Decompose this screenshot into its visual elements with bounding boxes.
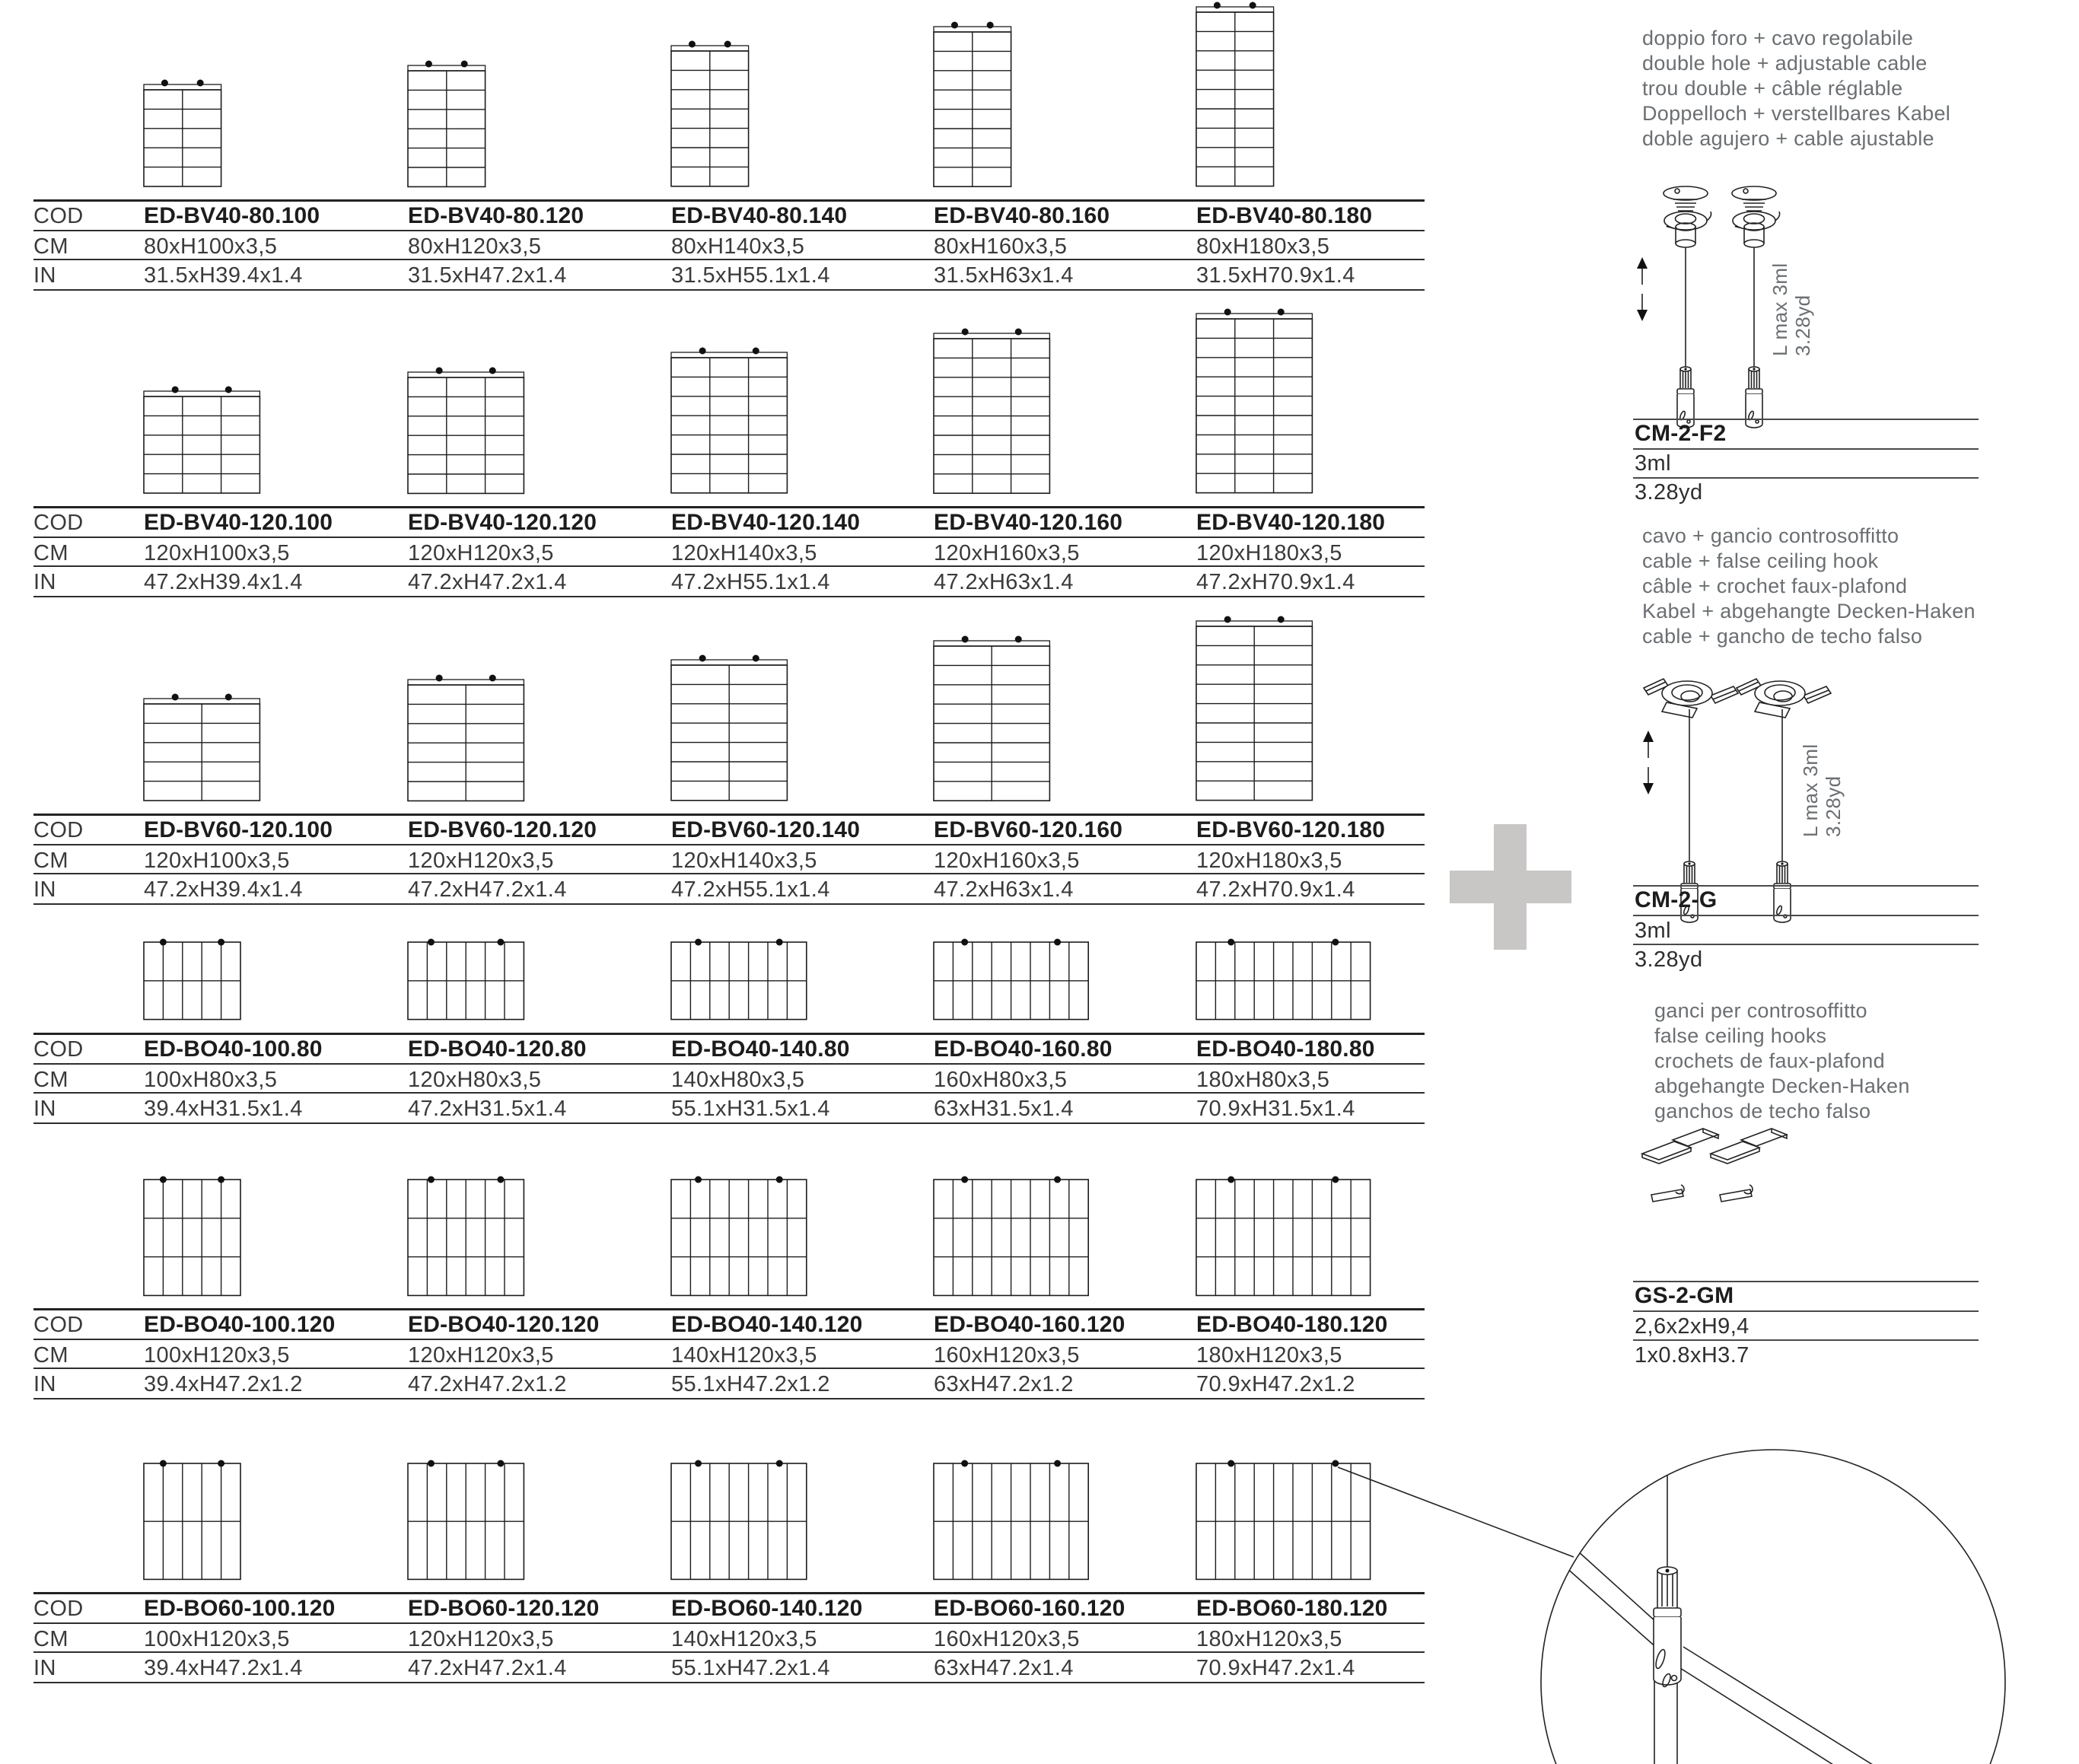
product-dim-in: 63xH31.5x1.4 xyxy=(934,1097,1074,1121)
product-code: ED-BV60-120.180 xyxy=(1196,817,1386,842)
table-rule xyxy=(33,596,1425,597)
mounting-point-dot xyxy=(689,41,696,48)
desc-line: doble agujero + cable ajustable xyxy=(1642,127,1934,150)
product-dim-in: 47.2xH47.2x1.4 xyxy=(408,1656,567,1680)
product-code: ED-BO60-120.120 xyxy=(408,1596,600,1621)
product-dim-cm: 120xH140x3,5 xyxy=(671,849,817,873)
panel-module-diagram xyxy=(670,651,789,802)
product-dim-in: 47.2xH47.2x1.2 xyxy=(408,1372,567,1396)
mounting-point-dot xyxy=(428,939,435,946)
product-code: ED-BV60-120.120 xyxy=(408,817,597,842)
mounting-point-dot xyxy=(1015,328,1022,335)
product-dim-in: 47.2xH63x1.4 xyxy=(934,877,1074,902)
panel-module-diagram xyxy=(143,1457,243,1581)
mounting-point-dot xyxy=(699,655,706,662)
table-rule xyxy=(33,1063,1425,1065)
row-label-in: IN xyxy=(33,877,56,902)
rule xyxy=(1633,419,1979,420)
product-dim-cm: 120xH140x3,5 xyxy=(671,541,817,565)
product-dim-in: 70.9xH47.2x1.4 xyxy=(1196,1656,1355,1680)
product-dim-in: 47.2xH55.1x1.4 xyxy=(671,570,830,594)
desc-line: ganchos de techo falso xyxy=(1654,1100,1871,1122)
product-dim-in: 31.5xH63x1.4 xyxy=(934,263,1074,288)
row-label-cm: CM xyxy=(33,1343,68,1368)
mounting-point-dot xyxy=(1015,635,1022,642)
panel-module-diagram xyxy=(933,324,1052,495)
mounting-point-dot xyxy=(161,80,168,87)
product-dim-cm: 100xH120x3,5 xyxy=(144,1343,290,1368)
rule xyxy=(1633,915,1979,916)
cm-2-f2-diagram xyxy=(1628,181,1963,425)
product-dim-in: 39.4xH47.2x1.4 xyxy=(144,1656,303,1680)
row-label-cod: COD xyxy=(33,204,84,228)
product-dim-in: 70.9xH31.5x1.4 xyxy=(1196,1097,1355,1121)
product-code: ED-BV40-80.160 xyxy=(934,203,1110,228)
rule xyxy=(1633,1281,1979,1282)
mounting-point-dot xyxy=(961,1460,968,1466)
mounting-point-dot xyxy=(776,1176,783,1183)
accessory-1-spec-metric: 3ml xyxy=(1635,451,1671,476)
product-dim-cm: 80xH180x3,5 xyxy=(1196,234,1330,259)
accessory-2-spec-imperial: 3.28yd xyxy=(1635,947,1703,972)
row-label-cm: CM xyxy=(33,541,68,565)
gs-2-gm-diagram xyxy=(1628,1125,1887,1277)
panel-module-diagram xyxy=(407,1173,526,1297)
product-dim-in: 70.9xH47.2x1.2 xyxy=(1196,1372,1355,1396)
mounting-point-dot xyxy=(699,348,706,355)
product-dim-cm: 140xH120x3,5 xyxy=(671,1627,817,1651)
desc-line: crochets de faux-plafond xyxy=(1654,1049,1885,1072)
mounting-point-dot xyxy=(776,1460,783,1466)
product-dim-cm: 120xH160x3,5 xyxy=(934,541,1080,565)
panel-module-diagram xyxy=(407,363,526,495)
table-rule xyxy=(33,1339,1425,1340)
mounting-point-dot xyxy=(497,1460,504,1466)
mounting-point-dot xyxy=(172,387,179,393)
table-rule xyxy=(33,506,1425,508)
product-dim-cm: 100xH80x3,5 xyxy=(144,1068,278,1092)
desc-line: double hole + adjustable cable xyxy=(1642,52,1928,75)
desc-line: câble + crochet faux-plafond xyxy=(1642,575,1908,597)
panel-module-diagram xyxy=(670,936,809,1021)
plus-icon xyxy=(1450,824,1571,950)
product-dim-in: 39.4xH47.2x1.2 xyxy=(144,1372,303,1396)
table-rule xyxy=(33,199,1425,202)
mounting-point-dot xyxy=(1227,1176,1234,1183)
product-dim-in: 63xH47.2x1.4 xyxy=(934,1656,1074,1680)
product-dim-cm: 120xH120x3,5 xyxy=(408,1343,554,1368)
row-label-in: IN xyxy=(33,1372,56,1396)
product-dim-cm: 120xH100x3,5 xyxy=(144,849,290,873)
mounting-point-dot xyxy=(1227,1460,1234,1466)
table-rule xyxy=(33,1592,1425,1594)
product-dim-cm: 80xH160x3,5 xyxy=(934,234,1068,259)
product-dim-in: 47.2xH47.2x1.4 xyxy=(408,570,567,594)
product-dim-cm: 120xH180x3,5 xyxy=(1196,849,1342,873)
desc-line: cavo + gancio controsoffitto xyxy=(1642,524,1899,547)
rule xyxy=(1633,448,1979,450)
product-code: ED-BV60-120.100 xyxy=(144,817,333,842)
product-code: ED-BV40-120.100 xyxy=(144,510,333,535)
product-code: ED-BV60-120.160 xyxy=(934,817,1123,842)
table-rule xyxy=(33,1308,1425,1310)
mounting-point-dot xyxy=(1224,616,1231,623)
accessory-1-description xyxy=(1642,26,2000,151)
mounting-point-dot xyxy=(172,694,179,701)
row-label-in: IN xyxy=(33,1656,56,1680)
mounting-point-dot xyxy=(695,939,702,946)
product-code: ED-BO40-100.120 xyxy=(144,1312,336,1337)
product-dim-cm: 140xH120x3,5 xyxy=(671,1343,817,1368)
accessory-3-spec-metric: 2,6x2xH9,4 xyxy=(1635,1314,1749,1339)
mounting-point-dot xyxy=(160,1176,167,1183)
accessory-2-spec-metric: 3ml xyxy=(1635,919,1671,943)
row-label-cm: CM xyxy=(33,1627,68,1651)
product-code: ED-BV40-80.100 xyxy=(144,203,320,228)
mounting-point-dot xyxy=(695,1176,702,1183)
desc-line: doppio foro + cavo regolabile xyxy=(1642,27,1914,49)
mounting-point-dot xyxy=(1054,939,1061,946)
mounting-point-dot xyxy=(1332,1176,1339,1183)
row-label-cod: COD xyxy=(33,1597,84,1621)
product-dim-cm: 120xH120x3,5 xyxy=(408,541,554,565)
product-code: ED-BO40-160.120 xyxy=(934,1312,1125,1337)
table-rule xyxy=(33,1033,1425,1035)
accessory-2-code: CM-2-G xyxy=(1635,887,1718,912)
product-code: ED-BO40-120.120 xyxy=(408,1312,600,1337)
mounting-point-dot xyxy=(1278,309,1285,316)
panel-module-diagram xyxy=(407,936,526,1021)
panel-module-diagram xyxy=(933,18,1014,188)
mounting-point-dot xyxy=(724,41,731,48)
row-label-cod: COD xyxy=(33,818,84,842)
product-dim-in: 55.1xH47.2x1.4 xyxy=(671,1656,830,1680)
mounting-point-dot xyxy=(1332,939,1339,946)
cable-length-label: L max 3ml xyxy=(1799,743,1822,837)
mounting-point-dot xyxy=(461,60,468,67)
product-code: ED-BO60-100.120 xyxy=(144,1596,336,1621)
mounting-point-dot xyxy=(1214,2,1221,9)
desc-line: Kabel + abgehangte Decken-Haken xyxy=(1642,600,1976,622)
panel-module-diagram xyxy=(407,670,526,802)
panel-module-diagram xyxy=(143,75,224,188)
product-dim-in: 47.2xH47.2x1.4 xyxy=(408,877,567,902)
mounting-point-dot xyxy=(436,674,443,681)
row-label-in: IN xyxy=(33,263,56,288)
product-dim-cm: 120xH80x3,5 xyxy=(408,1068,542,1092)
product-dim-in: 47.2xH39.4x1.4 xyxy=(144,877,303,902)
desc-line: false ceiling hooks xyxy=(1654,1024,1827,1047)
product-dim-in: 55.1xH47.2x1.2 xyxy=(671,1372,830,1396)
mounting-point-dot xyxy=(1054,1176,1061,1183)
panel-module-diagram xyxy=(933,1173,1090,1297)
product-code: ED-BO40-100.80 xyxy=(144,1036,323,1062)
panel-module-diagram xyxy=(933,632,1052,802)
table-rule xyxy=(33,289,1425,291)
product-code: ED-BV40-80.120 xyxy=(408,203,584,228)
product-code: ED-BO40-180.80 xyxy=(1196,1036,1375,1062)
mounting-point-dot xyxy=(428,1176,435,1183)
mounting-point-dot xyxy=(987,21,994,28)
mounting-point-dot xyxy=(197,80,204,87)
panel-module-diagram xyxy=(670,1457,809,1581)
mounting-point-dot xyxy=(218,1176,224,1183)
product-code: ED-BO60-140.120 xyxy=(671,1596,863,1621)
mounting-point-dot xyxy=(225,387,232,393)
product-dim-cm: 180xH80x3,5 xyxy=(1196,1068,1330,1092)
cable-length-label: 3.28yd xyxy=(1791,295,1814,356)
product-dim-cm: 120xH100x3,5 xyxy=(144,541,290,565)
rule xyxy=(1633,1339,1979,1341)
product-code: ED-BO40-160.80 xyxy=(934,1036,1113,1062)
row-label-cod: COD xyxy=(33,1313,84,1337)
product-code: ED-BV40-80.180 xyxy=(1196,203,1373,228)
product-dim-cm: 140xH80x3,5 xyxy=(671,1068,805,1092)
panel-module-diagram xyxy=(143,936,243,1021)
mounting-point-dot xyxy=(962,635,969,642)
product-dim-cm: 120xH120x3,5 xyxy=(408,849,554,873)
mounting-point-dot xyxy=(776,939,783,946)
row-label-in: IN xyxy=(33,570,56,594)
row-label-cm: CM xyxy=(33,849,68,873)
panel-module-diagram xyxy=(933,936,1090,1021)
accessory-3-description xyxy=(1654,998,2012,1124)
product-dim-cm: 80xH140x3,5 xyxy=(671,234,805,259)
mounting-point-dot xyxy=(961,1176,968,1183)
row-label-cod: COD xyxy=(33,511,84,535)
product-code: ED-BV40-80.140 xyxy=(671,203,848,228)
panel-module-diagram xyxy=(143,689,262,802)
desc-line: cable + gancho de techo falso xyxy=(1642,625,1923,648)
product-dim-cm: 120xH120x3,5 xyxy=(408,1627,554,1651)
product-dim-in: 47.2xH70.9x1.4 xyxy=(1196,570,1355,594)
mounting-point-dot xyxy=(436,367,443,374)
panel-module-diagram xyxy=(1196,304,1314,495)
desc-line: trou double + câble réglable xyxy=(1642,77,1903,100)
product-dim-cm: 160xH80x3,5 xyxy=(934,1068,1068,1092)
mounting-point-dot xyxy=(489,674,496,681)
panel-module-diagram xyxy=(143,382,262,495)
product-code: ED-BO40-140.80 xyxy=(671,1036,850,1062)
row-label-cm: CM xyxy=(33,234,68,259)
table-rule xyxy=(33,537,1425,538)
mounting-point-dot xyxy=(425,60,432,67)
mounting-point-dot xyxy=(753,655,759,662)
mounting-point-dot xyxy=(1250,2,1256,9)
desc-line: ganci per controsoffitto xyxy=(1654,999,1867,1022)
table-rule xyxy=(33,844,1425,845)
mounting-point-dot xyxy=(1278,616,1285,623)
row-label-cm: CM xyxy=(33,1068,68,1092)
product-code: ED-BV40-120.120 xyxy=(408,510,597,535)
product-code: ED-BO40-140.120 xyxy=(671,1312,863,1337)
mounting-point-dot xyxy=(497,939,504,946)
product-dim-in: 31.5xH70.9x1.4 xyxy=(1196,263,1355,288)
mounting-point-dot xyxy=(218,939,224,946)
product-dim-in: 55.1xH31.5x1.4 xyxy=(671,1097,830,1121)
table-rule xyxy=(33,1398,1425,1399)
product-dim-in: 31.5xH55.1x1.4 xyxy=(671,263,830,288)
mounting-point-dot xyxy=(1224,309,1231,316)
row-label-in: IN xyxy=(33,1097,56,1121)
mounting-point-dot xyxy=(160,939,167,946)
desc-line: abgehangte Decken-Haken xyxy=(1654,1075,1910,1097)
plus-icon-bar-vertical xyxy=(1494,824,1527,950)
product-code: ED-BO60-160.120 xyxy=(934,1596,1125,1621)
panel-module-diagram xyxy=(1196,612,1314,802)
cable-length-label: L max 3ml xyxy=(1769,263,1791,356)
mounting-point-dot xyxy=(225,694,232,701)
product-dim-cm: 180xH120x3,5 xyxy=(1196,1343,1342,1368)
table-rule xyxy=(33,1122,1425,1124)
product-dim-cm: 80xH120x3,5 xyxy=(408,234,542,259)
panel-module-diagram xyxy=(670,37,751,188)
mounting-point-dot xyxy=(489,367,496,374)
accessory-2-description xyxy=(1642,524,2000,649)
mounting-point-dot xyxy=(951,21,958,28)
rule xyxy=(1633,885,1979,887)
panel-module-diagram xyxy=(670,1173,809,1297)
mounting-point-dot xyxy=(428,1460,435,1466)
table-rule xyxy=(33,903,1425,905)
product-code: ED-BV60-120.140 xyxy=(671,817,861,842)
product-dim-cm: 100xH120x3,5 xyxy=(144,1627,290,1651)
mounting-point-dot xyxy=(497,1176,504,1183)
desc-line: Doppelloch + verstellbares Kabel xyxy=(1642,102,1951,125)
row-label-cod: COD xyxy=(33,1037,84,1062)
junction-detail-circle xyxy=(1294,1422,2079,1764)
product-dim-in: 31.5xH47.2x1.4 xyxy=(408,263,567,288)
table-rule xyxy=(33,814,1425,816)
product-dim-in: 47.2xH70.9x1.4 xyxy=(1196,877,1355,902)
mounting-point-dot xyxy=(962,328,969,335)
product-dim-in: 47.2xH39.4x1.4 xyxy=(144,570,303,594)
product-dim-in: 31.5xH39.4x1.4 xyxy=(144,263,303,288)
accessory-1-code: CM-2-F2 xyxy=(1635,421,1727,446)
table-rule xyxy=(33,1622,1425,1624)
panel-module-diagram xyxy=(143,1173,243,1297)
accessory-3-spec-imperial: 1x0.8xH3.7 xyxy=(1635,1343,1749,1368)
mounting-point-dot xyxy=(695,1460,702,1466)
accessory-3-code: GS-2-GM xyxy=(1635,1283,1734,1308)
panel-module-diagram xyxy=(933,1457,1090,1581)
panel-module-diagram xyxy=(407,1457,526,1581)
product-code: ED-BV40-120.160 xyxy=(934,510,1123,535)
product-dim-in: 47.2xH55.1x1.4 xyxy=(671,877,830,902)
mounting-point-dot xyxy=(753,348,759,355)
mounting-point-dot xyxy=(1054,1460,1061,1466)
product-dim-in: 47.2xH63x1.4 xyxy=(934,570,1074,594)
product-dim-in: 39.4xH31.5x1.4 xyxy=(144,1097,303,1121)
product-dim-in: 63xH47.2x1.2 xyxy=(934,1372,1074,1396)
product-dim-cm: 160xH120x3,5 xyxy=(934,1627,1080,1651)
accessory-1-spec-imperial: 3.28yd xyxy=(1635,480,1703,505)
mounting-point-dot xyxy=(218,1460,224,1466)
rule xyxy=(1633,1310,1979,1312)
product-dim-cm: 120xH160x3,5 xyxy=(934,849,1080,873)
product-dim-cm: 160xH120x3,5 xyxy=(934,1343,1080,1368)
cable-length-label: 3.28yd xyxy=(1822,775,1845,837)
product-code: ED-BV40-120.140 xyxy=(671,510,861,535)
table-rule xyxy=(33,230,1425,231)
product-dim-cm: 180xH120x3,5 xyxy=(1196,1627,1342,1651)
desc-line: cable + false ceiling hook xyxy=(1642,549,1879,572)
panel-module-diagram xyxy=(1196,1173,1373,1297)
product-dim-cm: 80xH100x3,5 xyxy=(144,234,278,259)
rule xyxy=(1633,944,1979,945)
cm-2-g-diagram xyxy=(1628,670,1963,898)
product-code: ED-BV40-120.180 xyxy=(1196,510,1386,535)
product-code: ED-BO60-180.120 xyxy=(1196,1596,1388,1621)
mounting-point-dot xyxy=(160,1460,167,1466)
table-rule xyxy=(33,1682,1425,1683)
mounting-point-dot xyxy=(961,939,968,946)
rule xyxy=(1633,477,1979,479)
product-code: ED-BO40-180.120 xyxy=(1196,1312,1388,1337)
panel-module-diagram xyxy=(1196,0,1276,188)
panel-module-diagram xyxy=(670,343,789,495)
panel-module-diagram xyxy=(1196,936,1373,1021)
product-dim-in: 47.2xH31.5x1.4 xyxy=(408,1097,567,1121)
panel-module-diagram xyxy=(407,56,488,188)
mounting-point-dot xyxy=(1227,939,1234,946)
product-code: ED-BO40-120.80 xyxy=(408,1036,587,1062)
product-dim-cm: 120xH180x3,5 xyxy=(1196,541,1342,565)
